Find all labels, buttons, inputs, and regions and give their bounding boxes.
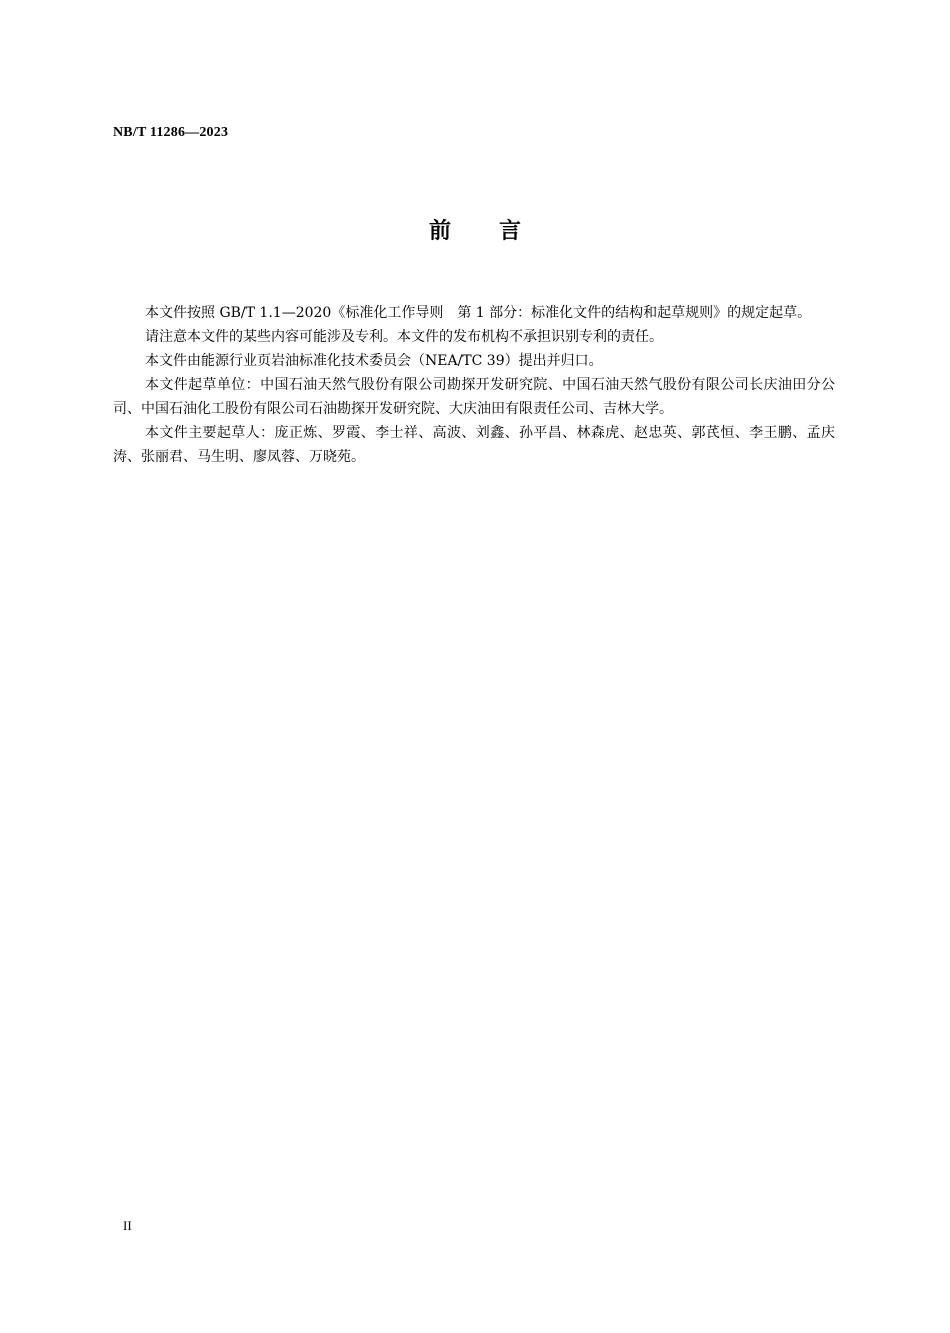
body-text [113, 301, 835, 469]
section-title: 前言 [428, 219, 569, 244]
paragraph-committee: 本文件由能源行业页岩油标准化技术委员会（NEA/TC 39）提出并归口。 [145, 353, 603, 369]
paragraph-drafting-rules: 本文件按照 GB/T 1.1—2020《标准化工作导则 第 1 部分：标准化文件的结构和起草规则》的规定起草。 [145, 305, 812, 321]
paragraph-drafters: 本文件主要起草人：庞正炼、罗霞、李士祥、高波、刘鑫、孙平昌、林森虎、赵忠英、郭芪恒、李王鹏、孟庆涛、张丽君、马生明、廖凤蓉、万晓苑。 [113, 425, 835, 465]
paragraph-drafting-units: 本文件起草单位：中国石油天然气股份有限公司勘探开发研究院、中国石油天然气股份有限公司长庆油田分公司、中国石油化工股份有限公司石油勘探开发研究院、大庆油田有限责任公司、吉林大学。 [113, 377, 835, 417]
document-number: NB/T 11286—2023 [113, 125, 229, 140]
page-number: II [123, 1218, 132, 1233]
paragraph-patent-notice: 请注意本文件的某些内容可能涉及专利。本文件的发布机构不承担识别专利的责任。 [145, 329, 663, 345]
